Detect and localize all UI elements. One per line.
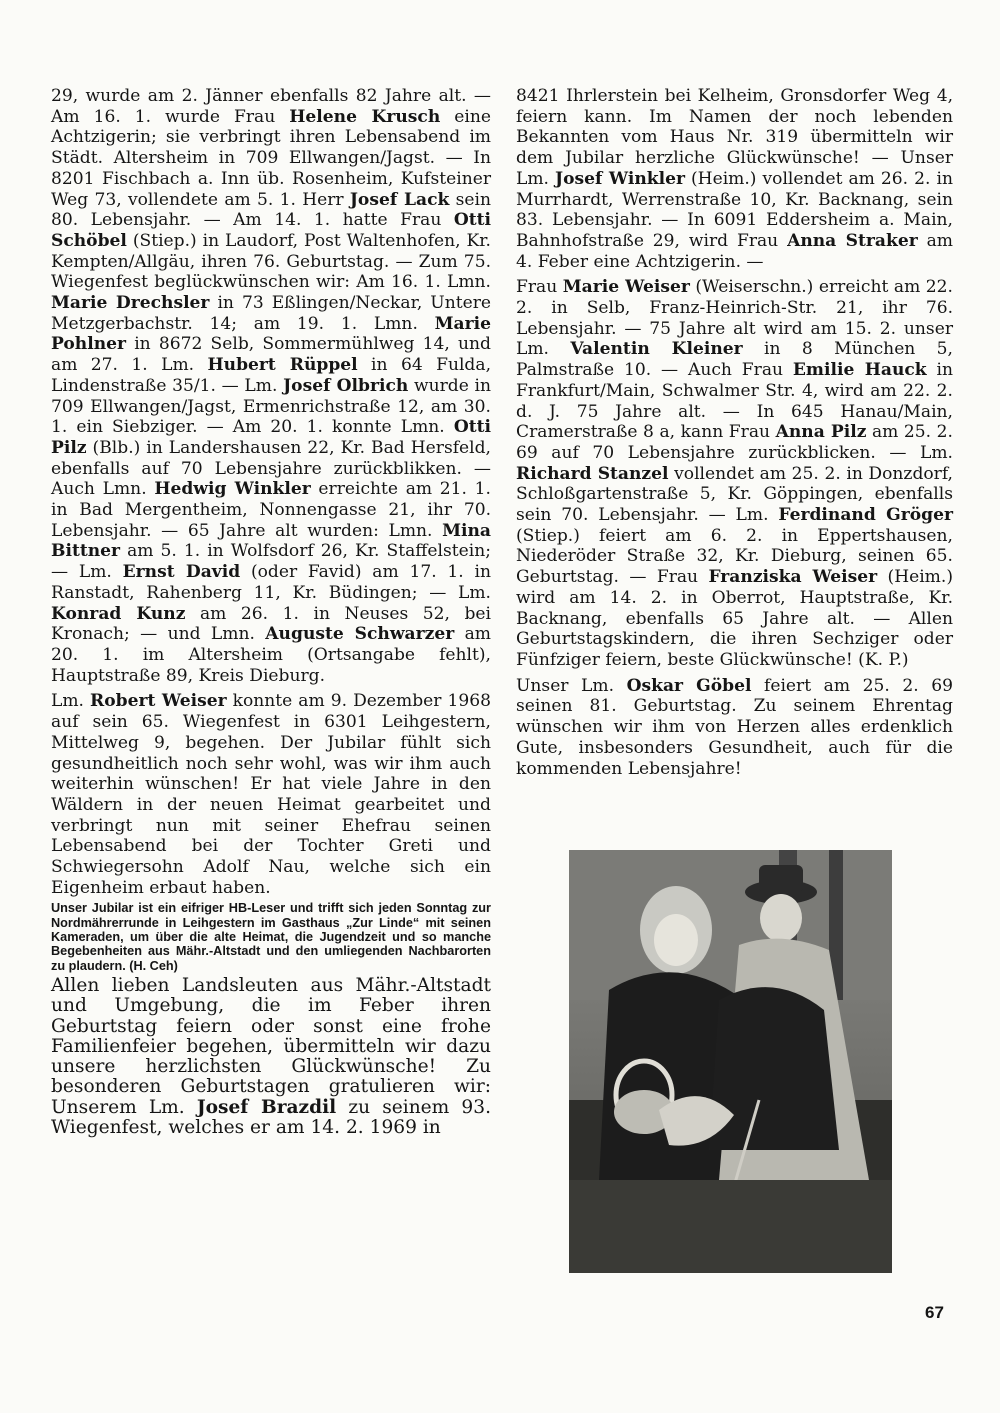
text-run: in 73 Eßlingen/Neckar, Untere Metzgerbachstr. 14; am 19. 1. Lmn.	[51, 293, 491, 334]
text-run: Frau	[516, 277, 563, 298]
person-name: Robert Weiser	[90, 691, 227, 712]
person-name: Emilie Hauck	[792, 360, 927, 381]
text-run: (Heim.) wird am 14. 2. in Oberrot, Hauptstraße, Kr. Backnang, ebenfalls 65 Jahre alt. — Allen Geburtstagskindern, die ihren Sechziger oder Fünfziger feiern, beste Glückwünsche! (K. P.)	[516, 567, 953, 670]
text-run: Unser Lm.	[516, 675, 627, 696]
paragraph	[516, 676, 953, 780]
paragraph	[516, 86, 953, 272]
photo-illustration	[569, 850, 892, 1273]
text-run: am 26. 1. in Neuses 52, bei Kronach; — und Lmn.	[51, 603, 492, 645]
text-run: (Stiep.) in Laudorf, Post Waltenhofen, Kr. Kempten/Allgäu, ihren 76. Geburtstag. — Zum 75. Wiegenfest beglückwünschen wir: Am 16. 1. Lmn.	[51, 230, 491, 293]
person-name: Marie Drechsler	[51, 293, 210, 314]
paragraph	[51, 901, 491, 972]
person-name: Josef Olbrich	[283, 375, 409, 396]
text-run: erreichte am 21. 1. in Bad Mergentheim, Nonnengasse 21, ihr 70. Lebensjahr. — 65 Jahre alt wurden: Lmn.	[51, 479, 491, 541]
person-name: Helene Krusch	[289, 106, 441, 127]
person-name: Richard Stanzel	[516, 463, 669, 484]
text-run: (Heim.) vollendet am 26. 2. in Murrhardt, Werrenstraße 10, Kr. Backnang, sein 83. Lebensjahr. — In 6091 Eddersheim a. Main, Bahnhofstraße 29, wird Frau	[516, 168, 953, 251]
text-run: am 5. 1. in Wolfsdorf 26, Kr. Staffelstein; — Lm.	[51, 541, 491, 583]
text-run: vollendet am 25. 2. in Donzdorf, Schloßgartenstraße 5, Kr. Göppingen, ebenfalls sein 70. Lebensjahr. — Lm.	[516, 463, 953, 526]
text-run: sein 80. Lebensjahr. — Am 14. 1. hatte Frau	[51, 189, 491, 231]
person-name: Hedwig Winkler	[154, 479, 311, 500]
right-column	[516, 86, 953, 779]
person-name: Josef Lack	[349, 189, 450, 210]
person-name: Josef Winkler	[555, 168, 685, 189]
text-run: (oder Favid) am 17. 1. in Ranstadt, Rahenberg 11, Kr. Büdingen; — Lm.	[51, 562, 491, 603]
person-name: Anna Pilz	[775, 422, 867, 443]
paragraph	[516, 277, 953, 670]
person-name: Auguste Schwarzer	[265, 624, 455, 645]
person-name: Otti Pilz	[51, 417, 491, 458]
left-column	[51, 86, 491, 1138]
person-name: Anna Straker	[787, 230, 918, 251]
person-name: Mina Bittner	[51, 520, 491, 562]
paragraph	[51, 86, 491, 686]
person-name: Otti Schöbel	[51, 210, 491, 251]
text-run: in Frankfurt/Main, Schwalmer Str. 4, wird am 22. 2. d. J. 75 Jahre alt. — In 645 Hanau/Main, Cramerstraße 8 a, kann Frau	[516, 360, 953, 443]
page-number: 67	[925, 1303, 944, 1322]
text-run: in 8 München 5, Palmstraße 10. — Auch Frau	[516, 339, 953, 381]
photo-elderly-couple	[569, 850, 892, 1273]
person-name: Marie Pohlner	[51, 313, 491, 355]
text-run: in 8672 Selb, Sommermühlweg 14, und am 27. 1. Lm.	[51, 334, 491, 376]
paragraph	[51, 976, 491, 1138]
person-name: Franziska Weiser	[708, 567, 878, 588]
person-name: Konrad Kunz	[51, 603, 186, 624]
person-name: Josef Brazdil	[196, 1096, 337, 1118]
text-run: Lm.	[51, 691, 91, 712]
text-run: konnte am 9. Dezember 1968 auf sein 65. Wiegenfest in 6301 Leihgestern, Mittelweg 9, begehen. Der Jubilar fühlt sich gesundheitlich noch sehr wohl, was wir ihm auch weiterhin wünschen! Er hat viele Jahre in den Wäldern in der neuen Heimat gearbeitet und verbringt nun mit seiner Ehefrau seinen Lebensabend bei der Tochter Greti und Schwiegersohn Adolf Nau, welche sich ein Eigenheim erbaut haben.	[51, 691, 491, 898]
text-run: Unser Jubilar ist ein eifriger HB-Leser und trifft sich jeden Sonntag zur Nordmährerrunde in Leihgestern im Gasthaus „Zur Linde“ mit seinen Kameraden, um über die alte Heimat, die Jugendzeit und so manche Begebenheiten aus Mähr.-Altstadt und den umliegenden Nachbarorten zu plaudern. (H. Ceh)	[51, 901, 491, 973]
person-name: Oskar Göbel	[626, 675, 752, 696]
text-run: am 20. 1. im Altersheim (Ortsangabe fehlt), Hauptstraße 89, Kreis Dieburg.	[51, 624, 491, 686]
person-name: Ernst David	[122, 562, 241, 583]
person-name: Hubert Rüppel	[207, 355, 358, 376]
text-run: in 64 Fulda, Lindenstraße 35/1. — Lm.	[51, 355, 492, 396]
person-name: Marie Weiser	[562, 277, 690, 298]
paragraph	[51, 691, 491, 898]
text-run: (Stiep.) feiert am 6. 2. in Eppertshausen, Niederöder Straße 32, Kr. Dieburg, seinen 65. Geburtstag. — Frau	[516, 525, 953, 588]
text-run: wurde in 709 Ellwangen/Jagst, Ermenrichstraße 12, am 30. 1. ein Siebziger. — Am 20. 1. konnte Lmn.	[51, 375, 492, 438]
person-name: Valentin Kleiner	[570, 339, 743, 360]
text-run: feiert am 25. 2. 69 seinen 81. Geburtstag. Zu seinem Ehrentag wünschen wir ihm von Herzen alles erdenklich Gute, insbesonders Gesundheit, auch für die kommenden Lebensjahre!	[516, 675, 953, 779]
person-name: Ferdinand Gröger	[778, 505, 954, 526]
text-run: 29, wurde am 2. Jänner ebenfalls 82 Jahre alt. — Am 16. 1. wurde Frau	[51, 86, 491, 127]
text-run: am 4. Feber eine Achtzigerin. —	[516, 230, 953, 272]
text-run: (Weiserschn.) erreicht am 22. 2. in Selb, Franz-Heinrich-Str. 21, ihr 76. Lebensjahr. — 75 Jahre alt wird am 15. 2. unser Lm.	[516, 277, 953, 360]
text-run: am 25. 2. 69 auf 70 Lebensjahre zurückblicken. — Lm.	[516, 422, 953, 463]
text-run: eine Achtzigerin; sie verbringt ihren Lebensabend im Städt. Altersheim in 709 Ellwangen/Jagst. — In 8201 Fischbach a. Inn üb. Rosenheim, Kufsteiner Weg 73, vollendete am 5. 1. Herr	[51, 106, 491, 210]
text-run: Allen lieben Landsleuten aus Mähr.-Altstadt und Umgebung, die im Feber ihren Geburtstag feiern oder sonst eine frohe Familienfeier begehen, übermitteln wir dazu unsere herzlichsten Glückwünsche! Zu besonderen Geburtstagen gratulieren wir: Unserem Lm.	[51, 974, 491, 1118]
text-run: zu seinem 93. Wiegenfest, welches er am 14. 2. 1969 in	[51, 1096, 491, 1138]
text-run: 8421 Ihrlerstein bei Kelheim, Gronsdorfer Weg 4, feiern kann. Im Namen der noch lebenden Bekannten vom Haus Nr. 319 übermitteln wir dem Jubilar herzliche Glückwünsche! — Unser Lm.	[516, 86, 953, 189]
text-run: (Blb.) in Landershausen 22, Kr. Bad Hersfeld, ebenfalls auf 70 Lebensjahre zurückblikken. — Auch Lmn.	[51, 437, 491, 500]
